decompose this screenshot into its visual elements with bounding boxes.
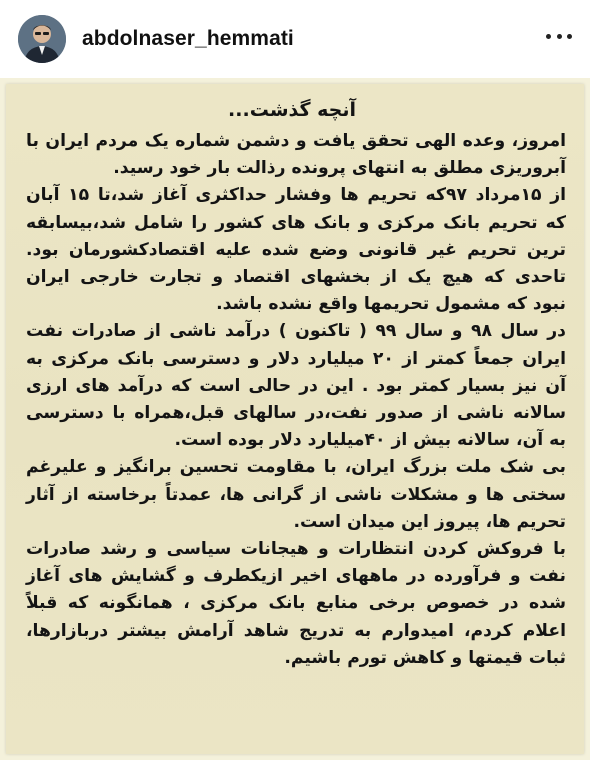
- dot-icon: [557, 34, 562, 39]
- statement-line: آن نیز بسیار کمتر بود . این در حالی است که درآمد های ارزی: [26, 375, 566, 396]
- statement-line: به آن، سالانه بیش از ۴۰میلیارد دلار بوده است.: [174, 430, 566, 451]
- more-options-icon[interactable]: [546, 26, 572, 46]
- statement-text: [26, 96, 566, 672]
- statement-line: سالانه ناشی از صدور نفت،در سالهای قبل،همراه با دسترسی: [26, 403, 566, 424]
- post-header: [0, 0, 590, 78]
- statement-line: نبود که مشمول تحریمها واقع نشده باشد.: [216, 294, 566, 315]
- statement-paper: [6, 84, 584, 754]
- statement-line: در سال ۹۸ و سال ۹۹ ( تاکنون ) درآمد ناشی از صادرات نفت: [26, 321, 566, 342]
- statement-line: از ۱۵مرداد ۹۷که تحریم ها وفشار حداکثری آغاز شد،تا ۱۵ آبان: [26, 185, 566, 206]
- dot-icon: [546, 34, 551, 39]
- statement-line: ثبات قیمتها و کاهش تورم باشیم.: [284, 647, 566, 668]
- username-link[interactable]: abdolnaser_hemmati: [82, 27, 294, 50]
- statement-line: که تحریم بانک مرکزی و بانک های کشور را شامل شد،بیسابقه: [26, 212, 566, 233]
- statement-line: بی شک ملت بزرگ ایران، با مقاومت تحسین برانگیز و علیرغم: [26, 457, 566, 478]
- dot-icon: [567, 34, 572, 39]
- statement-line: شده در خصوص برخی منابع بانک مرکزی ، همانگونه که قبلاً: [26, 593, 566, 614]
- statement-line: تاحدی که هیچ یک از بخشهای اقتصاد و تجارت خارجی ایران: [26, 267, 566, 288]
- statement-line: ایران جمعاً کمتر از ۲۰ میلیارد دلار و دسترسی بانک مرکزی به: [26, 348, 566, 369]
- statement-line: تحریم ها، پیروز این میدان است.: [293, 511, 566, 532]
- statement-line: سختی ها و مشکلات ناشی از گرانی ها، عمدتاً برخاسته از آثار: [26, 484, 566, 505]
- statement-title: آنچه گذشت...: [228, 99, 356, 121]
- user-avatar-icon[interactable]: [18, 15, 66, 63]
- statement-line: آبروریزی مطلق به انتهای پرونده رذالت بار خود رسید.: [113, 158, 566, 179]
- statement-line: امروز، وعده الهی تحقق یافت و دشمن شماره یک مردم ایران با: [26, 131, 566, 151]
- post-image[interactable]: [0, 78, 590, 760]
- statement-line: نفت و فرآورده در ماههای اخیر ازیکطرف و گشایش های آغاز: [26, 566, 566, 587]
- statement-line: با فروکش کردن انتظارات و هیجانات سیاسی و رشد صادرات: [26, 539, 566, 560]
- statement-line: ترین تحریم غیر قانونی وضع شده علیه اقتصادکشورمان بود.: [26, 239, 566, 260]
- statement-line: اعلام کردم، امیدوارم به تدریج شاهد آرامش بیشتر دربازارها،: [26, 620, 566, 641]
